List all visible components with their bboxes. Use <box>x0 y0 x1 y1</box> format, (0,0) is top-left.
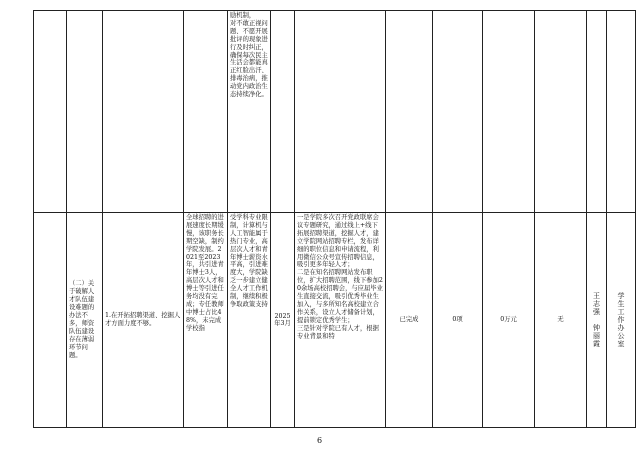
table-row <box>34 11 636 213</box>
table-cell <box>433 213 483 428</box>
amount: 0万元 <box>500 316 517 324</box>
table-cell <box>67 11 103 213</box>
problem-detail: 全球招聘的进展速度长期缓慢，该职务长期空缺，制约学院发展。2021至2023年，共引进青年博士3人，高层次人才和博士等引进任务均没有完成；专任教师中博士占比48%，未完成学校指 <box>186 214 224 332</box>
table-cell <box>34 213 67 428</box>
table-cell <box>184 213 228 428</box>
item-count: 0项 <box>452 316 463 324</box>
cell-text <box>433 11 482 13</box>
measures-text: 一是学院多次召开党政联席会议专题研究，通过线上+线下拓展招聘渠道，挖掘人才，建立学院网站招聘专栏，发布详细的职位信息和申请流程，利用微信公众号宣传招聘信息，吸引更多年轻人才； 二是在知名招聘网站发布职位，扩大招聘范围，线下参加20余场高校招聘会，与应届毕业生直接交流，吸引优秀毕业生加入，与多所知名高校建立合作关系，设立人才储备计划，提前锁定优秀学生； 三是针对学院已有人才，根据专业背景和特 <box>297 214 383 340</box>
cell-text <box>483 11 534 13</box>
rectification-table <box>33 10 636 428</box>
cell-text <box>587 11 606 13</box>
status: 已完成 <box>399 316 419 324</box>
measures-text: 励机制， 对不敢正视问题、不愿开展批评的现象进行及时纠正，确保每次民主生活会都能真正红脸出汗、排毒治病，推动党内政治生态持续净化。 <box>230 12 268 99</box>
table-cell <box>67 213 103 428</box>
cell-text <box>34 213 66 215</box>
deadline: 2025年3月 <box>274 312 291 327</box>
cell-text <box>295 11 385 13</box>
table-cell <box>295 11 386 213</box>
cell-text <box>607 11 635 13</box>
responsible-department: 学生工作办公室 <box>617 292 625 348</box>
table-cell <box>483 11 535 213</box>
table-cell <box>483 213 535 428</box>
table-cell <box>271 213 295 428</box>
cell-text <box>535 11 586 13</box>
table-cell <box>535 213 587 428</box>
table-cell <box>228 11 271 213</box>
table-cell <box>386 11 433 213</box>
table-cell <box>184 11 228 213</box>
cell-text <box>271 11 294 13</box>
table-cell <box>103 11 184 213</box>
table-cell <box>587 213 607 428</box>
table-cell <box>103 213 184 428</box>
table-cell <box>433 11 483 213</box>
problem-item: 1.在开拓招聘渠道、挖掘人才方面力度不够。 <box>105 312 181 327</box>
cell-text <box>67 11 102 13</box>
page-number: 6 <box>316 436 323 445</box>
table-cell <box>587 11 607 213</box>
cause-analysis: 受学科专业限制，计算机与人工智能属于热门专业，高层次人才和青年博士薪资水平高，引进难度大，学院缺乏一步建立健全人才工作机制，继续积极争取政策支持 <box>230 214 268 308</box>
responsible-persons: 王志强 钟丽霞 <box>592 292 601 348</box>
cell-text <box>184 11 227 13</box>
cell-text <box>34 11 66 13</box>
problem-category: （二）关于破解人才队伍建设难题的办法不多，师资队伍建设存在薄弱环节问题。 <box>69 280 95 359</box>
cell-text <box>103 11 183 13</box>
table-cell <box>607 213 636 428</box>
table-cell <box>386 213 433 428</box>
remark: 无 <box>557 316 564 324</box>
table-cell <box>228 213 271 428</box>
table-cell <box>535 11 587 213</box>
table-cell <box>271 11 295 213</box>
table-cell <box>295 213 386 428</box>
table-cell <box>607 11 636 213</box>
table-cell <box>34 11 67 213</box>
table-row <box>34 213 636 428</box>
cell-text <box>386 11 432 13</box>
